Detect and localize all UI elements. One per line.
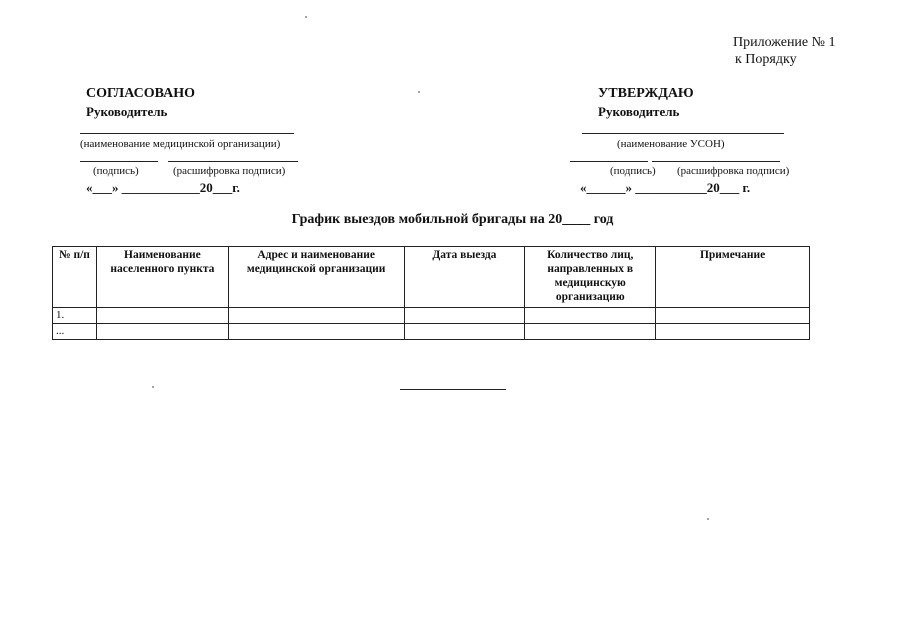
header-date: Дата выезда — [404, 247, 525, 308]
left-decode-line — [168, 161, 298, 162]
header-address: Адрес и наименование медицинской организации — [228, 247, 404, 308]
right-block-role: Руководитель — [598, 104, 680, 119]
right-signature-line — [570, 161, 648, 162]
header-persons-count: Количество лиц, направленных в медицинскую организацию — [525, 247, 656, 308]
header-settlement: Наименование населенного пункта — [96, 247, 228, 308]
right-decode-line — [652, 161, 780, 162]
left-block-title: СОГЛАСОВАНО — [86, 86, 195, 101]
cell-date — [404, 324, 525, 340]
cell-settlement — [96, 324, 228, 340]
left-org-line — [80, 133, 294, 134]
left-block-role: Руководитель — [86, 104, 168, 119]
left-date-line: «___» ____________20___г. — [86, 180, 240, 195]
right-date-line: «______» ___________20___ г. — [580, 180, 751, 195]
appendix-line-1: Приложение № 1 — [733, 35, 836, 50]
right-org-caption: (наименование УСОН) — [617, 138, 725, 150]
scan-speck — [707, 518, 709, 520]
table-row — [53, 308, 810, 324]
cell-address — [228, 308, 404, 324]
right-org-line — [582, 133, 784, 134]
appendix-note — [733, 34, 836, 68]
cell-persons-count — [525, 324, 656, 340]
cell-number: 1. — [53, 308, 97, 324]
header-note: Примечание — [656, 247, 810, 308]
cell-number: ... — [53, 324, 97, 340]
appendix-line-2: к Порядку — [735, 52, 797, 67]
closing-separator — [400, 389, 506, 390]
header-number: № п/п — [53, 247, 97, 308]
schedule-table — [52, 246, 810, 340]
left-signature-line — [80, 161, 158, 162]
cell-address — [228, 324, 404, 340]
table-header-row — [53, 247, 810, 308]
left-decode-caption: (расшифровка подписи) — [173, 165, 286, 177]
right-block-title: УТВЕРЖДАЮ — [598, 86, 694, 101]
cell-note — [656, 308, 810, 324]
left-org-caption: (наименование медицинской организации) — [80, 138, 281, 150]
cell-settlement — [96, 308, 228, 324]
scan-speck — [418, 91, 420, 93]
right-decode-caption: (расшифровка подписи) — [677, 165, 790, 177]
document-title: График выездов мобильной бригады на 20____ год — [291, 212, 614, 227]
scan-speck — [152, 386, 154, 388]
cell-date — [404, 308, 525, 324]
table-row — [53, 324, 810, 340]
cell-persons-count — [525, 308, 656, 324]
right-signature-caption: (подпись) — [610, 165, 656, 177]
left-signature-caption: (подпись) — [93, 165, 139, 177]
scan-speck — [305, 16, 307, 18]
cell-note — [656, 324, 810, 340]
